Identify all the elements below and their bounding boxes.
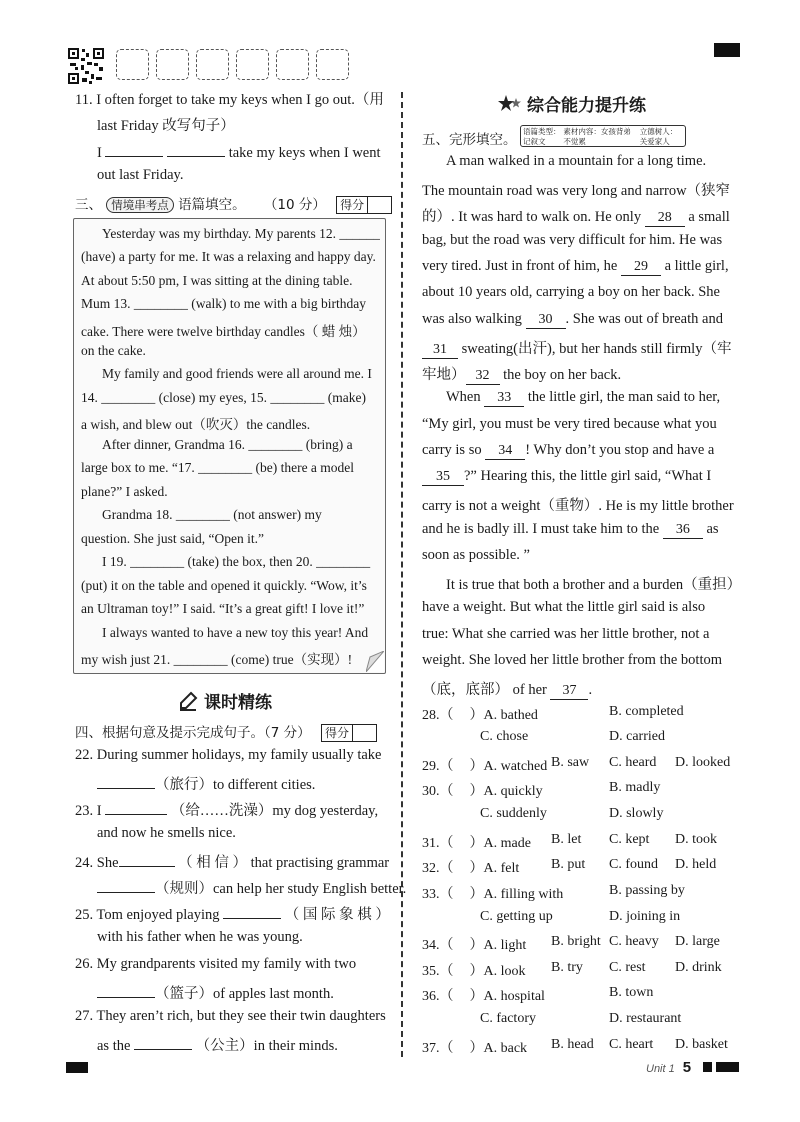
option-36-b[interactable]: B. town (609, 985, 654, 1000)
option-row-29: 29.（ ）A. watched (422, 759, 548, 774)
cloze-blank-35[interactable]: 35 (422, 469, 464, 486)
option-28-c[interactable]: C. chose (480, 729, 529, 744)
option-34-c[interactable]: C. heavy (609, 934, 659, 949)
answer-blank-11b[interactable] (167, 141, 225, 157)
check-box-1[interactable] (116, 49, 149, 80)
option-37-d[interactable]: D. basket (675, 1037, 728, 1052)
option-33-c[interactable]: C. getting up (480, 909, 553, 924)
answer-blank-25[interactable] (223, 903, 281, 919)
option-29-d[interactable]: D. looked (675, 755, 731, 770)
section-4-heading: 四、根据句意及提示完成句子。（7 分） 得分 (75, 721, 377, 742)
cloze-blank-31[interactable]: 31 (422, 342, 458, 359)
option-32-c[interactable]: C. found (609, 857, 658, 872)
banner-comprehensive: 综合能力提升练 (498, 91, 646, 119)
footer-marker-right (703, 1062, 712, 1072)
option-30-b[interactable]: B. madly (609, 780, 661, 795)
score-box-4[interactable]: 得分 (321, 724, 377, 742)
cloze-blank-37[interactable]: 37 (550, 683, 588, 700)
option-36-d[interactable]: D. restaurant (609, 1011, 682, 1026)
option-34-b[interactable]: B. bright (551, 934, 601, 949)
footer-page-info: Unit 1 5 (646, 1059, 692, 1076)
option-35-b[interactable]: B. try (551, 960, 583, 975)
cloze-blank-28[interactable]: 28 (645, 210, 685, 227)
page-curl-icon (366, 651, 384, 672)
answer-blank-26[interactable] (97, 982, 155, 998)
option-30-d[interactable]: D. slowly (609, 806, 664, 821)
option-row-31: 31.（ ）A. made (422, 836, 531, 851)
pencil-icon (178, 691, 198, 716)
option-row-33: 33.（ ）A. filling with (422, 887, 564, 902)
option-37-b[interactable]: B. head (551, 1037, 594, 1052)
cloze-blank-29[interactable]: 29 (621, 259, 661, 276)
option-28-d[interactable]: D. carried (609, 729, 665, 744)
option-33-b[interactable]: B. passing by (609, 883, 685, 898)
check-box-2[interactable] (156, 49, 189, 80)
option-row-36: 36.（ ）A. hospital (422, 989, 545, 1004)
option-36-c[interactable]: C. factory (480, 1011, 536, 1026)
option-37-c[interactable]: C. heart (609, 1037, 654, 1052)
answer-blank-27[interactable] (134, 1034, 192, 1050)
option-31-c[interactable]: C. kept (609, 832, 650, 847)
option-row-32: 32.（ ）A. felt (422, 861, 520, 876)
cloze-blank-30[interactable]: 30 (526, 312, 566, 329)
option-31-d[interactable]: D. took (675, 832, 717, 847)
cloze-blank-32[interactable]: 32 (466, 368, 500, 385)
answer-blank-24a[interactable] (119, 851, 175, 867)
option-33-d[interactable]: D. joining in (609, 909, 681, 924)
check-box-3[interactable] (196, 49, 229, 80)
footer-marker-left (66, 1062, 88, 1073)
option-32-d[interactable]: D. held (675, 857, 717, 872)
genre-tag-box: 语篇类型：记叙文 素材内容：女孩背弟不觉累 立德树人：关爱家人 (520, 125, 686, 147)
corner-marker (714, 43, 740, 57)
scenario-tag: 情境串考点 (106, 197, 174, 213)
check-box-5[interactable] (276, 49, 309, 80)
option-34-d[interactable]: D. large (675, 934, 720, 949)
option-row-34: 34.（ ）A. light (422, 938, 527, 953)
option-35-c[interactable]: C. rest (609, 960, 646, 975)
banner-lesson-practice: 课时精练 (178, 688, 272, 716)
option-row-30: 30.（ ）A. quickly (422, 784, 543, 799)
answer-blank-24b[interactable] (97, 877, 155, 893)
column-divider (401, 92, 403, 1057)
option-29-c[interactable]: C. heard (609, 755, 657, 770)
score-box-3[interactable]: 得分 (336, 196, 392, 214)
option-row-37: 37.（ ）A. back (422, 1041, 528, 1056)
footer-marker-right-2 (716, 1062, 739, 1072)
option-row-28: 28.（ ）A. bathed (422, 708, 538, 723)
cloze-blank-36[interactable]: 36 (663, 522, 703, 539)
option-29-b[interactable]: B. saw (551, 755, 590, 770)
option-32-b[interactable]: B. put (551, 857, 586, 872)
qr-code-icon (67, 47, 105, 85)
cloze-blank-33[interactable]: 33 (484, 390, 524, 407)
section-5-heading: 五、完形填空。 (422, 132, 517, 148)
answer-blank-23[interactable] (105, 799, 167, 815)
section-3-heading: 三、 情境串考点 语篇填空。 （10 分） 得分 (75, 193, 392, 214)
option-31-b[interactable]: B. let (551, 832, 582, 847)
check-box-6[interactable] (316, 49, 349, 80)
option-row-35: 35.（ ）A. look (422, 964, 526, 979)
stars-icon (498, 94, 522, 119)
cloze-blank-34[interactable]: 34 (485, 443, 525, 460)
option-30-c[interactable]: C. suddenly (480, 806, 547, 821)
option-35-d[interactable]: D. drink (675, 960, 722, 975)
check-box-4[interactable] (236, 49, 269, 80)
answer-blank-22[interactable] (97, 773, 155, 789)
answer-blank-11a[interactable] (105, 141, 163, 157)
option-28-b[interactable]: B. completed (609, 704, 684, 719)
